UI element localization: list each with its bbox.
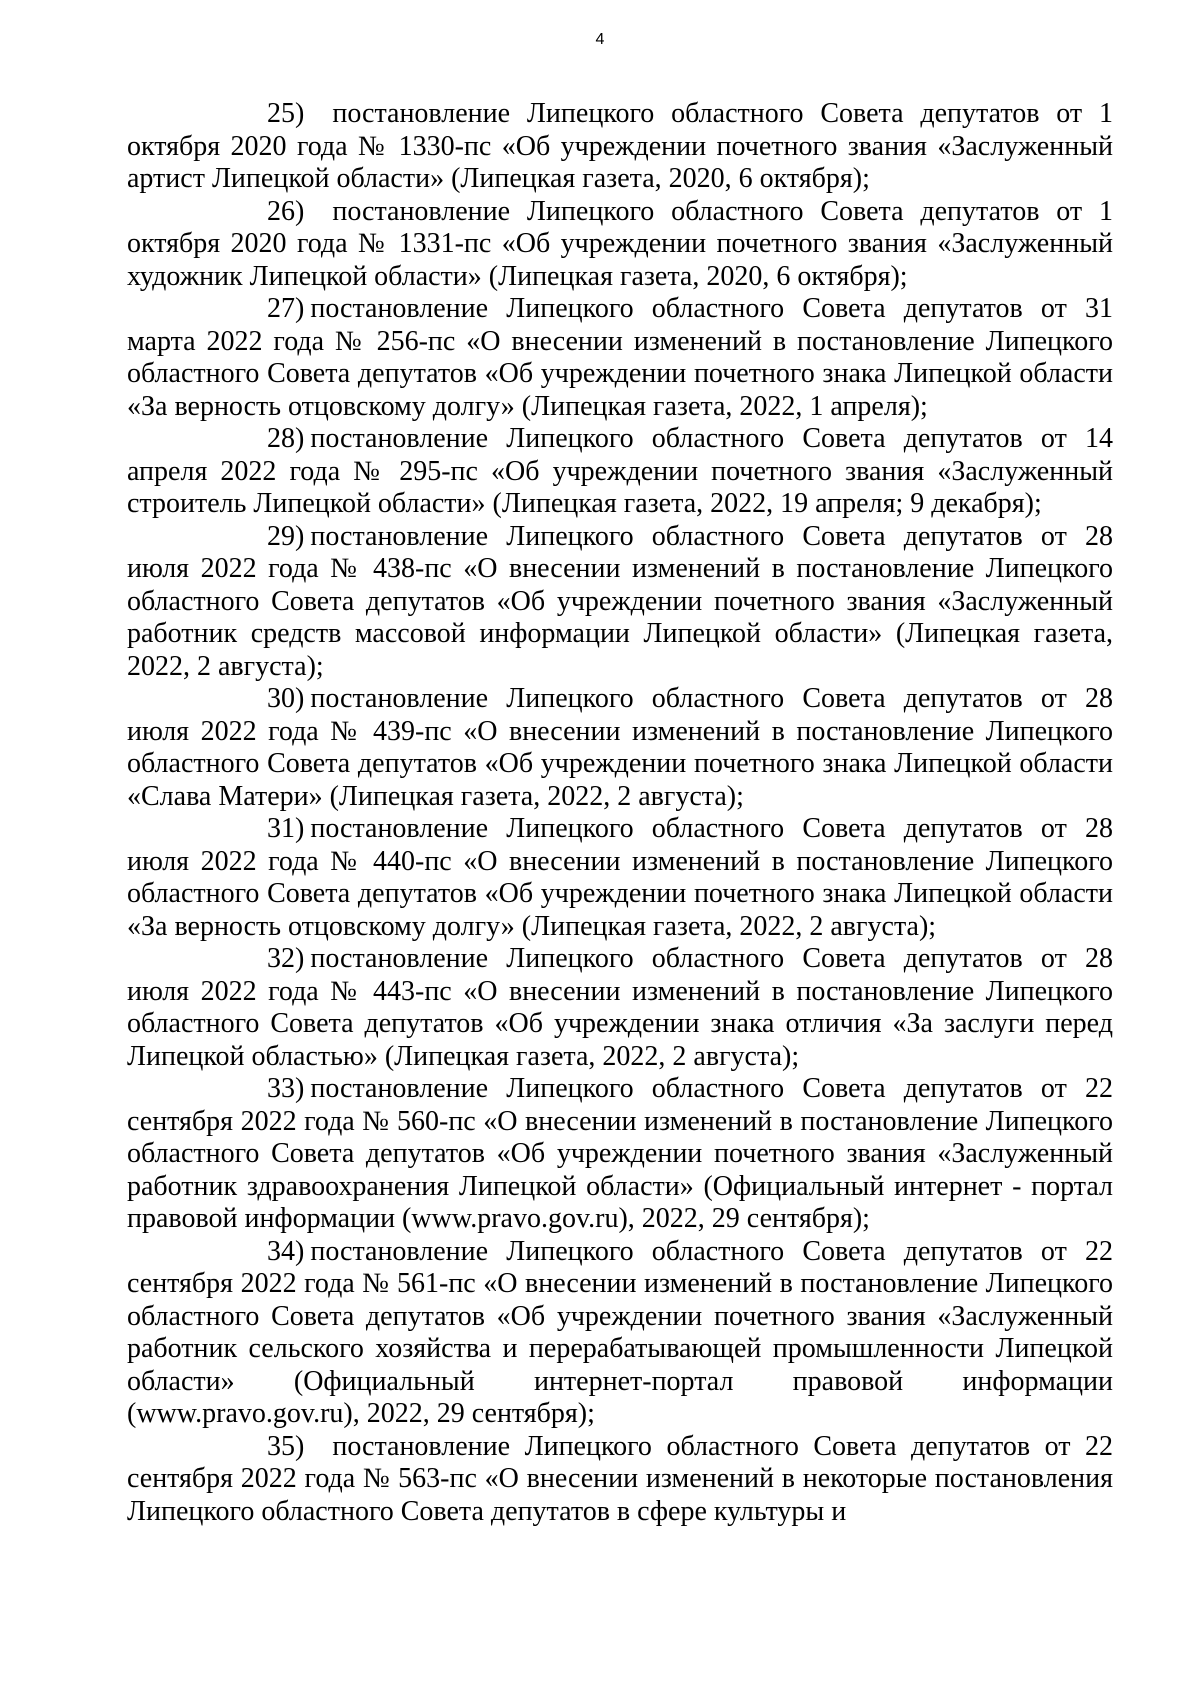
item-number: 28) (267, 423, 305, 454)
item-number: 32) (267, 943, 305, 974)
document-body (127, 98, 1113, 1528)
item-text: постановление Липецкого областного Совета депутатов от 22 сентября 2022 года № 563-пс «О внесении изменений в некоторые постановления Липецкого областного Совета депутатов в сфере культуры и (127, 1430, 1113, 1527)
item-text: постановление Липецкого областного Совета депутатов от 28 июля 2022 года № 440-пс «О внесении изменений в постановление Липецкого областного Совета депутатов «Об учреждении почетного знака Липецкой области «За верность отцовскому долгу» (Липецкая газета, 2022, 2 августа); (127, 813, 1113, 942)
list-item-34 (127, 1236, 1113, 1431)
item-number: 25) (267, 98, 305, 129)
page-number: 4 (595, 31, 605, 48)
item-text: постановление Липецкого областного Совета депутатов от 31 марта 2022 года № 256-пс «О внесении изменений в постановление Липецкого областного Совета депутатов «Об учреждении почетного знака Липецкой области «За верность отцовскому долгу» (Липецкая газета, 2022, 1 апреля); (127, 293, 1113, 422)
list-item-25 (127, 98, 1113, 196)
item-number: 33) (267, 1073, 305, 1104)
list-item-27 (127, 293, 1113, 423)
item-text: постановление Липецкого областного Совета депутатов от 28 июля 2022 года № 439-пс «О внесении изменений в постановление Липецкого областного Совета депутатов «Об учреждении почетного знака Липецкой области «Слава Матери» (Липецкая газета, 2022, 2 августа); (127, 683, 1113, 812)
item-text: постановление Липецкого областного Совета депутатов от 14 апреля 2022 года № 295-пс «Об учреждении почетного звания «Заслуженный строитель Липецкой области» (Липецкая газета, 2022, 19 апреля; 9 декабря); (127, 423, 1113, 519)
item-number: 35) (267, 1430, 305, 1462)
list-item-31 (127, 813, 1113, 943)
item-number: 27) (267, 293, 305, 324)
item-number: 30) (267, 683, 305, 714)
item-text: постановление Липецкого областного Совета депутатов от 28 июля 2022 года № 438-пс «О внесении изменений в постановление Липецкого областного Совета депутатов «Об учреждении почетного звания «Заслуженный работник средств массовой информации Липецкой области» (Липецкая газета, 2022, 2 августа); (127, 520, 1113, 682)
item-text: постановление Липецкого областного Совета депутатов от 28 июля 2022 года № 443-пс «О внесении изменений в постановление Липецкого областного Совета депутатов «Об учреждении знака отличия «За заслуги перед Липецкой областью» (Липецкая газета, 2022, 2 августа); (127, 943, 1113, 1072)
list-item-35 (127, 1431, 1113, 1529)
item-text: постановление Липецкого областного Совета депутатов от 22 сентября 2022 года № 561-пс «О внесении изменений в постановление Липецкого областного Совета депутатов «Об учреждении почетного звания «Заслуженный работник сельского хозяйства и перерабатывающей промышленности Липецкой области» (Официальный интернет-портал правовой информации (www.pravo.gov.ru), 2022, 29 сентября); (127, 1235, 1113, 1429)
item-number: 31) (267, 813, 305, 844)
item-text: постановление Липецкого областного Совета депутатов от 22 сентября 2022 года № 560-пс «О внесении изменений в постановление Липецкого областного Совета депутатов «Об учреждении почетного звания «Заслуженный работник здравоохранения Липецкой области» (Официальный интернет - портал правовой информации (www.pravo.gov.ru), 2022, 29 сентября); (127, 1073, 1113, 1234)
list-item-29 (127, 521, 1113, 684)
list-item-30 (127, 683, 1113, 813)
item-text: постановление Липецкого областного Совета депутатов от 1 октября 2020 года № 1330-пс «Об учреждении почетного звания «Заслуженный артист Липецкой области» (Липецкая газета, 2020, 6 октября); (127, 98, 1113, 194)
item-number: 34) (267, 1235, 305, 1267)
list-item-33 (127, 1073, 1113, 1236)
list-item-26 (127, 196, 1113, 294)
item-text: постановление Липецкого областного Совета депутатов от 1 октября 2020 года № 1331-пс «Об учреждении почетного звания «Заслуженный художник Липецкой области» (Липецкая газета, 2020, 6 октября); (127, 195, 1113, 292)
list-item-32 (127, 943, 1113, 1073)
item-number: 29) (267, 520, 305, 552)
item-number: 26) (267, 195, 305, 227)
list-item-28 (127, 423, 1113, 521)
